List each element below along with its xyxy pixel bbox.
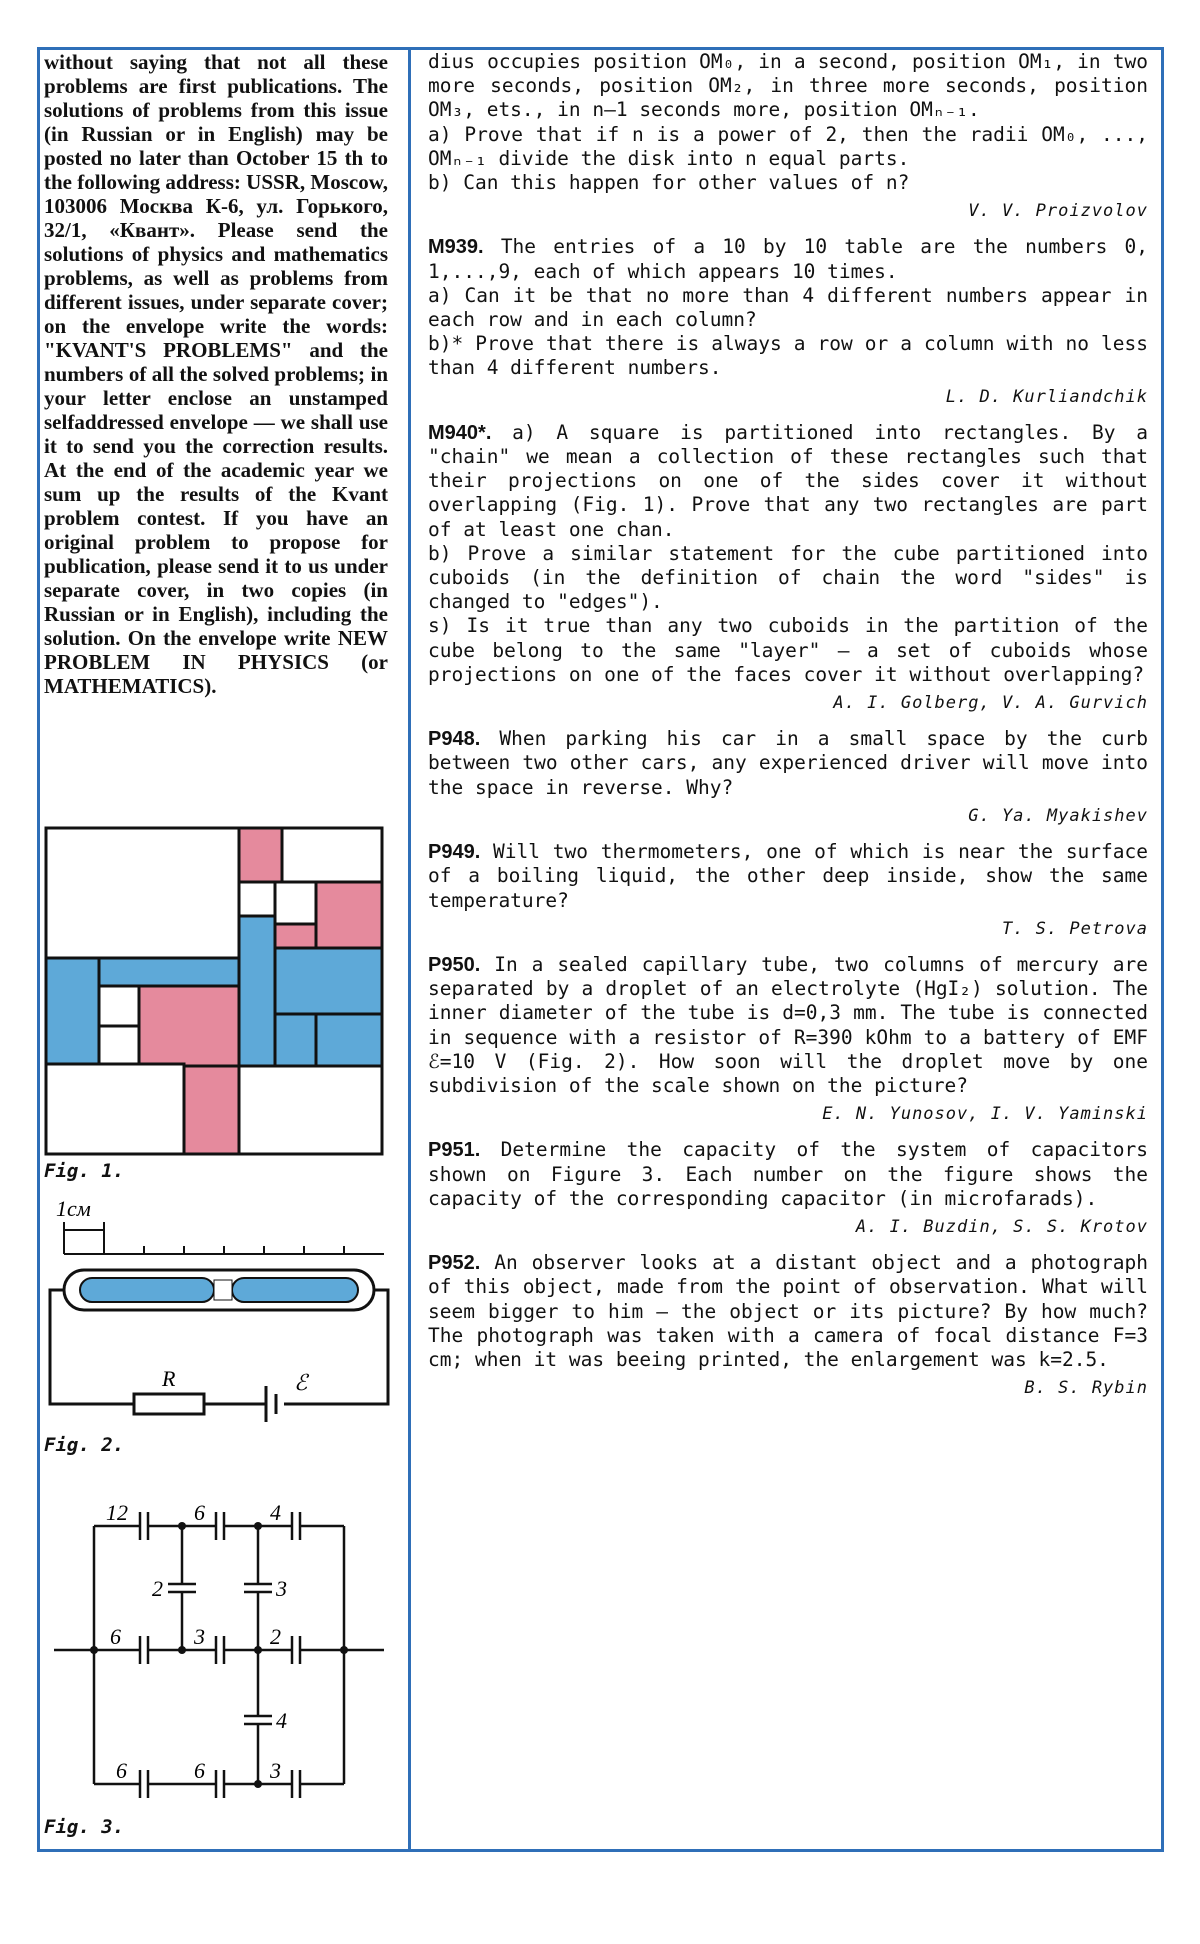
figure-3 xyxy=(44,1480,394,1820)
problem-text: b) Can this happen for other values of n? xyxy=(428,171,910,195)
resistor-label: R xyxy=(162,1366,176,1391)
problem-text: Will two thermometers, one of which is near the surface of a boiling liquid, the other deep inside, show the same temperature? xyxy=(428,840,1148,912)
left-column xyxy=(44,50,388,698)
problem-author: V. V. Proizvolov xyxy=(968,201,1148,222)
problem-text: a) Can it be that no more than 4 different numbers appear in each row and in each column? xyxy=(428,283,1148,332)
cap-label: 4 xyxy=(270,1500,281,1525)
cap-label: 2 xyxy=(152,1576,163,1601)
problem-text: In a sealed capillary tube, two columns of mercury are separated by a droplet of an electrolyte (HgI₂) solution. The inner diameter of the tube is d=0,3 mm. The tube is connected in sequence with a resistor of R=390 kOhm to a battery of EMF ℰ=10 V (Fig. 2). How soon will the droplet move by one subdivision of the scale shown on the picture? xyxy=(428,952,1148,1097)
problem-author: E. N. Yunosov, I. V. Yaminski xyxy=(822,1104,1148,1125)
problem-text: s) Is it true than any two cuboids in the partition of the cube belong to the same "layer" — a set of cuboids whose projections on one of the faces cover it without overlapping? xyxy=(428,614,1148,686)
problem-p952 xyxy=(428,1251,1148,1400)
problem-author: A. I. Golberg, V. A. Gurvich xyxy=(833,693,1148,714)
problem-m939 xyxy=(428,235,1148,408)
fig1-label: Fig. 1. xyxy=(44,1160,125,1182)
cap-label: 2 xyxy=(270,1624,281,1649)
problem-text: Determine the capacity of the system of capacitors shown on Figure 3. Each number on the figure shows the capacity of the corresponding capacitor (in microfarads). xyxy=(428,1138,1149,1210)
problem-id: P948. xyxy=(428,728,481,751)
fig3-label: Fig. 3. xyxy=(44,1816,125,1838)
cap-label: 6 xyxy=(194,1500,205,1525)
problem-id: M940*. xyxy=(428,421,492,444)
problem-text: a) A square is partitioned into rectangles. By a "chain" we mean a collection of these rectangles such that their projections on one of the sides cover it without overlapping (Fig. 1). Prove that any two rectangles are part of at least one chan. xyxy=(428,420,1148,541)
problem-p949 xyxy=(428,840,1148,941)
fig2-label: Fig. 2. xyxy=(44,1434,125,1456)
cap-label: 6 xyxy=(194,1758,205,1783)
right-column xyxy=(428,50,1148,1412)
problem-text: a) Prove that if n is a power of 2, then the radii OM₀, ..., OMₙ₋₁ divide the disk into n equal parts. xyxy=(428,122,1148,170)
cap-label: 6 xyxy=(116,1758,127,1783)
problem-p948 xyxy=(428,727,1148,828)
problem-text: b)* Prove that there is always a row or a column with no less than 4 different numbers. xyxy=(428,332,1148,380)
scale-label: 1см xyxy=(56,1196,91,1221)
problem-id: P949. xyxy=(428,841,481,864)
problem-id: M939. xyxy=(428,236,484,259)
problem-author: A. I. Buzdin, S. S. Krotov xyxy=(855,1216,1148,1237)
figure-2 xyxy=(44,1194,394,1434)
cap-label: 12 xyxy=(106,1500,128,1525)
problem-author: T. S. Petrova xyxy=(1001,918,1148,939)
cap-label: 4 xyxy=(276,1708,287,1733)
cap-label: 3 xyxy=(194,1624,205,1649)
problem-m940 xyxy=(428,421,1148,715)
problem-p951 xyxy=(428,1138,1148,1239)
problem-id: P950. xyxy=(428,953,481,976)
cap-label: 3 xyxy=(270,1758,281,1783)
problem-text: When parking his car in a small space by the curb between two other cars, any experienced driver will move into the space in reverse. Why? xyxy=(428,727,1148,799)
cap-label: 3 xyxy=(276,1576,287,1601)
cap-label: 6 xyxy=(110,1624,121,1649)
emf-label: ℰ xyxy=(294,1370,308,1395)
problem-author: L. D. Kurliandchik xyxy=(945,386,1148,407)
problem-p950 xyxy=(428,953,1148,1126)
problem-text: The entries of a 10 by 10 table are the numbers 0, 1,...,9, each of which appears 10 times. xyxy=(428,235,1148,283)
submission-instructions: without saying that not all these problems are first publications. The solutions of problems from this issue (in Russian or in English) may be posted no later than October 15 th to the following address: USSR, Moscow, 103006 Москва К-6, ул. Горького, 32/1, «Квант». Please send the solutions of physics and mathematics problems, as well as problems from different issues, under separate cover; on the envelope write the words: "KVANT'S PROBLEMS" and the numbers of all the solved problems; in your letter enclose an unstamped selfaddressed envelope — we shall use it to send you the correction results. At the end of the academic year we sum up the results of the Kvant problem contest. If you have an original problem to propose for publication, please send it to us under separate cover, in two copies (in Russian or in English), including the solution. On the envelope write NEW PROBLEM IN PHYSICS (or MATHEMATICS). xyxy=(44,50,388,698)
problem-author: B. S. Rybin xyxy=(1024,1378,1148,1399)
problem-author: G. Ya. Myakishev xyxy=(968,805,1148,826)
problem-id: P951. xyxy=(428,1139,481,1162)
problem-text: b) Prove a similar statement for the cube partitioned into cuboids (in the definition of chain the word "sides" is changed to "edges"). xyxy=(428,541,1148,614)
problem-id: P952. xyxy=(428,1252,481,1275)
figure-1 xyxy=(44,826,384,1156)
problem-text: An observer looks at a distant object and a photograph of this object, made from the point of observation. What will seem bigger to him — the object or its picture? By how much? The photograph was taken with a camera of focal distance F=3 cm; when it was beeing printed, the enlargement was k=2.5. xyxy=(428,1251,1148,1371)
problem-text: dius occupies position OM₀, in a second, position OM₁, in two more seconds, position OM₂, in three more seconds, position OM₃, ets., in n—1 seconds more, position OMₙ₋₁. xyxy=(428,50,1148,122)
problem-continuation xyxy=(428,50,1148,223)
column-divider xyxy=(408,47,411,1852)
